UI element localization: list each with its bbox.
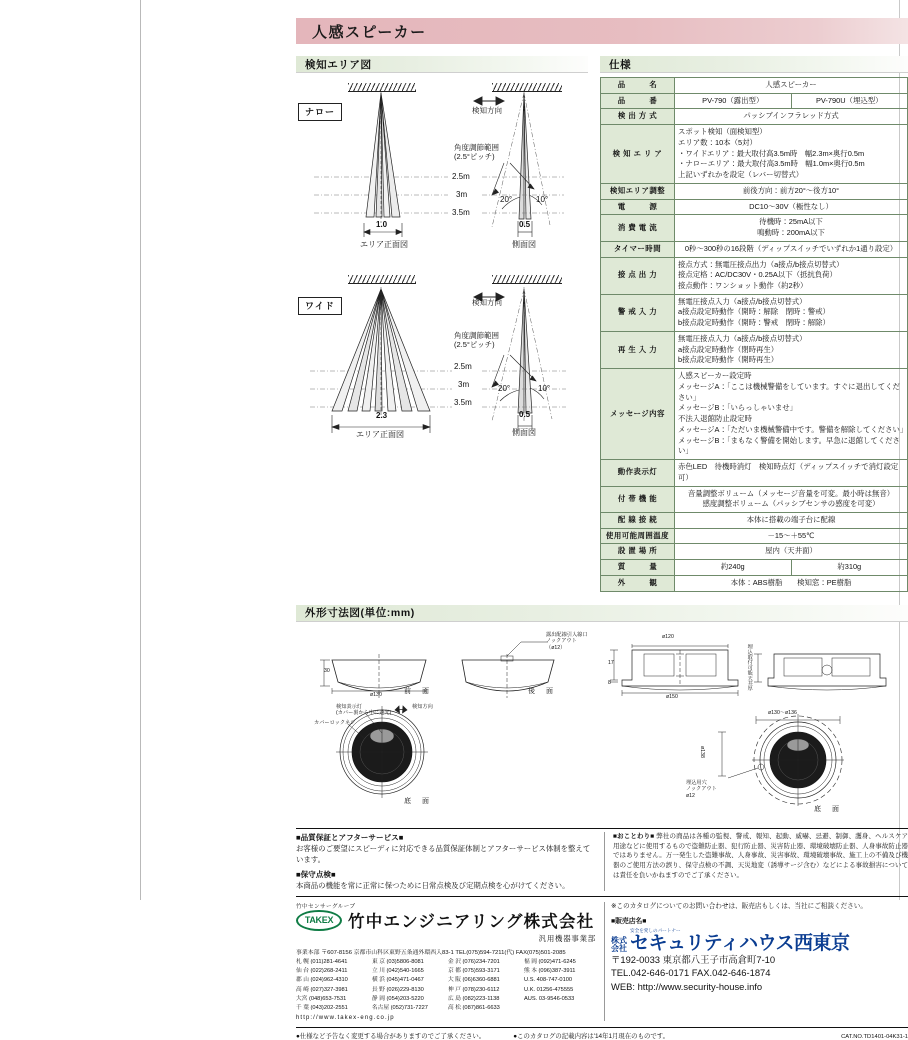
footer: [296, 828, 908, 1040]
spec-row-value-a: 約240g: [675, 560, 792, 576]
note-knockout-l1: 露出配線引入線口: [546, 631, 588, 638]
spec-row-value: [675, 257, 908, 294]
view-name-back: 後 面: [528, 687, 555, 695]
company-name: 竹中エンジニアリング株式会社: [348, 913, 595, 932]
group-name: 竹中センサーグループ: [296, 903, 356, 910]
spec-row: [601, 93, 908, 109]
spec-row-label: 再 生 入 力: [601, 331, 675, 368]
mode-tag-narrow: ナロー: [298, 103, 342, 121]
height-label-narrow-1: 3m: [456, 190, 468, 199]
spec-value-line: ・ナローエリア：最大取付高3.5m時 幅1.0m×奥行0.5m: [678, 159, 865, 169]
angle-back-narrow: 10°: [536, 195, 549, 204]
branch-phone: 札 幌 (011)281-4641: [296, 958, 348, 965]
spec-row-value: 0秒～300秒の16段階（ディップスイッチでいずれか1通り設定）: [675, 241, 908, 257]
view-name-bottom-flush: 底 面: [814, 805, 841, 813]
side-view-name-wide: 側面図: [512, 428, 536, 437]
dealer-kabu-l1: 株式: [611, 935, 627, 945]
dim-label-dia-120: ø120: [662, 633, 674, 640]
dimension-pane-surface: [296, 628, 592, 818]
section-header-dimensions: [296, 605, 908, 622]
area-diagram-narrow: [296, 77, 588, 267]
spec-value-line: a接点設定時動作（閉時再生）: [678, 344, 779, 354]
spec-row-value: DC10～30V（極性なし）: [675, 199, 908, 215]
spec-row: [601, 294, 908, 331]
dim-label-dia-150: ø150: [666, 693, 678, 700]
spec-column: [600, 56, 908, 592]
page-title-bar: [296, 18, 908, 44]
dealer-kabu-l2: 会社: [611, 943, 627, 953]
spec-value-line: 接点動作：ワンショット動作（約2秒）: [678, 281, 808, 291]
note-detect-l1: 検知表示灯: [336, 703, 362, 710]
dim-label-h-17: 17: [608, 659, 614, 666]
branch-phone: 京 都 (075)593-3171: [448, 968, 500, 975]
dealer-kabushiki: [611, 937, 627, 953]
front-view-name-narrow: エリア正面図: [360, 240, 408, 249]
note-detect-lamp: [336, 704, 391, 718]
height-label-narrow-2: 3.5m: [452, 208, 470, 217]
company-head-office: 事業本部 〒607-8156 京都市山科区東野五条通外環西入83-1 TEL(075)594-7211(代) FAX(075)501-2085: [296, 949, 566, 956]
spec-row-value: 本体：ABS樹脂 検知窓：PE樹脂: [675, 575, 908, 591]
catalog-number: CAT.NO.TD1401-04K31-1: [841, 1034, 908, 1040]
branch-phone: 横 浜 (045)471-0467: [372, 977, 424, 984]
disclaimer: [613, 832, 908, 881]
branch-phone: 熊 本 (096)387-3911: [524, 968, 576, 975]
dimension-drawings: [296, 628, 908, 818]
company-division: 汎用機器事業部: [538, 933, 596, 943]
spec-row: [601, 241, 908, 257]
spec-value-line: メッセージB：「いらっしゃいませ」: [678, 403, 798, 413]
spec-value-line: 接点方式：無電圧接点出力（a接点/b接点切替式）: [678, 259, 844, 269]
spec-row-label: 接 点 出 力: [601, 257, 675, 294]
spec-row-value: 本体に搭載の端子台に配線: [675, 512, 908, 528]
angle-note-line1-wide: 角度調節範囲: [454, 331, 499, 340]
spec-row-value: 前後方向：前方20°～後方10°: [675, 183, 908, 199]
note-embed-l3: ø12: [686, 793, 695, 800]
spec-row: [601, 125, 908, 184]
spec-row-label: 消 費 電 流: [601, 215, 675, 241]
spec-value-line: 不法入退館防止設定時: [678, 414, 752, 424]
note-embed-l2: ノックアウト: [686, 786, 717, 793]
spec-row-label: 検 出 方 式: [601, 109, 675, 125]
spec-row-label: 付 帯 機 能: [601, 486, 675, 512]
height-label-wide-2: 3.5m: [454, 398, 472, 407]
spec-row-label: 設 置 場 所: [601, 544, 675, 560]
spec-row-label: 配 線 接 続: [601, 512, 675, 528]
spec-row-label: 電 源: [601, 199, 675, 215]
spec-row-label: 品 名: [601, 78, 675, 94]
spec-value-line: メッセージB：「まもなく警備を開始します。早急に退館してください」: [678, 435, 900, 456]
spec-row-value: [675, 331, 908, 368]
note-embed-hole: [686, 780, 717, 800]
spec-row-value: 人感スピーカー: [675, 78, 908, 94]
company-dealer-row: [296, 902, 908, 1021]
spec-row-label: 質 量: [601, 560, 675, 576]
branch-phone: 大 阪 (06)6360-6881: [448, 977, 500, 984]
dealer-note: ※このカタログについてのお問い合わせは、販売店もしくは、当社にご相談ください。: [611, 902, 867, 910]
company-logo-row: [296, 910, 596, 931]
spec-value-line: 感度調整ボリューム（パッシブセンサの感度を可変）: [702, 499, 880, 509]
branch-phone: 神 戸 (078)230-6112: [448, 986, 500, 993]
angle-note-line2-narrow: (2.5°ピッチ): [454, 152, 495, 162]
spec-value-line: b接点設定時動作（開時再生）: [678, 355, 779, 365]
note-detect-l2: (カバー裏から中に透光): [336, 710, 392, 717]
spec-row-value-a: PV-790（露出型）: [675, 93, 792, 109]
spec-row: [601, 460, 908, 486]
spec-row-value: パッシブインフラレッド方式: [675, 109, 908, 125]
angle-front-narrow: 20°: [500, 195, 513, 204]
branch-phone: 広 島 (082)223-1138: [448, 995, 500, 1002]
spec-value-line: a接点設定時動作（開時：解除 閉時：警戒）: [678, 307, 830, 317]
detection-area-column: [296, 56, 588, 592]
footer-left: [296, 832, 594, 891]
page-content: [296, 18, 908, 1040]
spec-row: [601, 199, 908, 215]
dim-label-height-30: 30: [324, 667, 330, 674]
maintenance-head: ■保守点検■: [296, 869, 336, 879]
angle-back-wide: 10°: [538, 384, 551, 393]
branch-phone: 長 野 (026)229-8130: [372, 986, 424, 993]
dealer-address: 〒192-0033 東京都八王子市高倉町7-10: [611, 953, 776, 965]
spec-row-value: 赤色LED 待機時消灯 検知時点灯（ディップスイッチで消灯設定可）: [675, 460, 908, 486]
spec-row-value-b: PV-790U（埋込型）: [791, 93, 908, 109]
branch-phone: 名古屋 (052)731-7227: [372, 1005, 428, 1012]
spec-row-label: 動作表示灯: [601, 460, 675, 486]
warranty-body: お客様のご要望にスピーディに対応できる品質保証体制とアフターサービス体制を整えています。: [296, 843, 591, 864]
dealer-head: ■販売店名■: [611, 917, 647, 925]
top-columns: [296, 56, 908, 592]
spec-row-value: [675, 294, 908, 331]
front-view-name-wide: エリア正面図: [356, 430, 404, 439]
spec-row-label: タイマー時間: [601, 241, 675, 257]
angle-note-line1-narrow: 角度調節範囲: [454, 143, 499, 152]
spec-row-label: 品 番: [601, 93, 675, 109]
area-diagram-wide: [296, 271, 588, 453]
side-view-name-narrow: 側面図: [512, 240, 536, 249]
disclaimer-body: 弊社の商品は各種の監視、警戒、報知、起動、威嚇、忌避、制御、護身、ヘルスケア用途などに使用するもので盗難防止器、犯行防止器、災害防止器、環境破壊防止器、人身事故防止器ではありません。万一発生した盗難事故、人身事故、災害事故、環境破壊事故、施工上の不備及び機器のご使用方法の誤り、保守点検の不調、天災地変（誘導サージ含む）などによる事故損害については責任を負いかねますのでご了承ください。: [613, 832, 908, 880]
dealer-name: セキュリティハウス西東京: [630, 932, 850, 954]
spec-row-label: 検知エリア調整: [601, 183, 675, 199]
spec-row: [601, 215, 908, 241]
footer-columns: [296, 829, 908, 891]
spec-value-line: メッセージA：「ここは機械警備をしています。すぐに退出してください」: [678, 381, 900, 402]
spec-value-line: ・ワイドエリア：最大取付高3.5m時 幅2.3m×奥行0.5m: [678, 148, 865, 158]
spec-value-line: 音量調整ボリューム（メッセージ音量を可変。最小時は無音）: [687, 488, 895, 498]
width-label-wide: 2.3: [376, 411, 388, 420]
detect-direction-label-narrow: 検知方向: [472, 106, 502, 115]
ceiling-hatch-side-wide: [492, 275, 562, 284]
spec-row: [601, 183, 908, 199]
note-knockout: [546, 632, 588, 652]
branch-phone: 高 崎 (027)327-3981: [296, 986, 348, 993]
maintenance-body: 本商品の機能を常に正常に保つために日常点検及び定期点検を心がけてください。: [296, 880, 570, 890]
notice-spec-change: ●仕様など予告なく変更する場合がありますのでご了承ください。: [296, 1033, 486, 1040]
spec-row-value: [675, 369, 908, 460]
dealer-name-wrap: [630, 928, 850, 953]
ceiling-hatch-front-wide: [348, 275, 416, 284]
takex-logo-icon: [296, 910, 342, 931]
spec-value-line: 人感スピーカー設定時: [678, 371, 752, 381]
spec-row-value: 屋内（天井面）: [675, 544, 908, 560]
spec-value-line: 上記いずれかを設定（レバー切替式）: [678, 170, 804, 180]
angle-note-line2-wide: (2.5°ピッチ): [454, 340, 495, 350]
depth-label-wide: 0.5: [519, 410, 531, 419]
section-title-spec: 仕様: [609, 58, 632, 71]
branch-phone: 仙 台 (022)268-2411: [296, 968, 348, 975]
dim-label-dia-138: ø138: [698, 745, 705, 758]
spec-row-label: 警 戒 入 力: [601, 294, 675, 331]
branch-phone: [524, 1004, 596, 1013]
spec-row: [601, 257, 908, 294]
notice-catalog-date: ●このカタログの記載内容は'14年1月現在のものです。: [513, 1033, 670, 1040]
spec-value-line: メッセージA：「ただいま機械警備中です。警備を解除してください」: [678, 424, 908, 434]
height-label-wide-0: 2.5m: [454, 362, 472, 371]
branch-phone: 立 川 (042)540-1665: [372, 968, 424, 975]
angle-note-wide: [454, 331, 499, 350]
branch-phone: 静 岡 (054)203-5220: [372, 995, 424, 1002]
dim-label-dia-130-front: ø130: [370, 691, 382, 698]
branch-phone: 千 葉 (043)202-2551: [296, 1005, 348, 1012]
height-label-wide-1: 3m: [458, 380, 470, 389]
width-label-narrow: 1.0: [376, 220, 388, 229]
section-title-dimensions: 外形寸法図(単位:mm): [305, 607, 415, 620]
footer-divider-mid: [296, 896, 908, 897]
spec-row-label: メッセージ内容: [601, 369, 675, 460]
branch-phone: 大宮 (048)653-7531: [296, 995, 347, 1002]
branch-phone: AUS. 03-9546-0533: [524, 995, 575, 1002]
note-embed-l1: 埋込用穴: [686, 779, 707, 786]
spec-row: [601, 544, 908, 560]
wide-diagram-svg: [296, 271, 588, 461]
dim-label-h-8: 8: [608, 679, 611, 686]
spec-value-line: 待機時：25mA以下: [759, 217, 823, 227]
spec-value-line: エリア数：10本（5対）: [678, 137, 757, 147]
spec-row: [601, 369, 908, 460]
page-sheet: [140, 0, 908, 1040]
view-name-front: 前 面: [404, 687, 431, 695]
footer-right: [604, 832, 908, 891]
depth-label-narrow: 0.5: [519, 220, 531, 229]
company-block: [296, 902, 596, 1021]
spec-row-label: 使用可能周囲温度: [601, 528, 675, 544]
dealer-logo-row: [611, 928, 906, 953]
dealer-tagline: 安全を愛しのパートナー: [630, 927, 681, 933]
narrow-diagram-svg: [296, 77, 588, 267]
section-header-spec: [600, 56, 908, 73]
view-name-bottom: 底 面: [404, 797, 431, 805]
angle-front-wide: 20°: [498, 384, 511, 393]
branch-phone: U.S. 408-747-0100: [524, 977, 573, 984]
dealer-web[interactable]: WEB: http://www.security-house.info: [611, 981, 763, 993]
ceiling-hatch-front-narrow: [348, 83, 416, 92]
dimension-section: [296, 605, 908, 818]
note-panel-thickness: 埋込取付可能天井厚: [746, 643, 753, 691]
dim-label-dia-130-136: ø130～ø136: [768, 709, 797, 716]
dealer-block: [604, 902, 906, 1021]
branch-phone: U.K. 01256-475555: [524, 986, 574, 993]
takex-logo-text: TAKEX: [304, 915, 334, 926]
section-title-detection-area: 検知エリア図: [305, 58, 372, 71]
spec-row: [601, 560, 908, 576]
detect-direction-label-wide: 検知方向: [472, 298, 502, 307]
branch-phone: 金 沢 (076)234-7201: [448, 958, 500, 965]
height-label-narrow-0: 2.5m: [452, 172, 470, 181]
spec-value-line: 無電圧接点入力（a接点/b接点切替式）: [678, 333, 807, 343]
spec-row: [601, 528, 908, 544]
note-knockout-l3: （ø12）: [546, 645, 566, 652]
spec-row: [601, 486, 908, 512]
company-url[interactable]: http://www.takex-eng.co.jp: [296, 1015, 395, 1022]
dimension-pane-flush: [598, 628, 898, 818]
spec-row: [601, 78, 908, 94]
spec-value-line: b接点設定時動作（開時：警戒 閉時：解除）: [678, 318, 830, 328]
spec-row-value-b: 約310g: [791, 560, 908, 576]
spec-value-line: 無電圧接点入力（a接点/b接点切替式）: [678, 296, 807, 306]
spec-value-line: 鳴動時：200mA以下: [757, 228, 825, 238]
spec-row-value: [675, 215, 908, 241]
spec-row-value: [675, 486, 908, 512]
spec-value-line: 接点定格：AC/DC30V・0.25A以下（抵抗負荷）: [678, 270, 837, 280]
dealer-telfax: TEL.042-646-0171 FAX.042-646-1874: [611, 967, 771, 979]
spec-value-line: スポット検知（面検知型）: [678, 127, 767, 137]
spec-row: [601, 109, 908, 125]
branch-phone-grid: [296, 958, 596, 1013]
disclaimer-head: ■おことわり■: [613, 832, 655, 840]
spec-row-value: －15～＋55℃: [675, 528, 908, 544]
mode-tag-wide: ワイド: [298, 297, 342, 315]
spec-row: [601, 575, 908, 591]
spec-row-label: 検 知 エ リ ア: [601, 125, 675, 184]
note-knockout-l2: ノックアウト: [546, 638, 577, 645]
warranty-head: ■品質保証とアフターサービス■: [296, 832, 404, 842]
spec-row-label: 外 観: [601, 575, 675, 591]
footer-notices: [296, 1027, 908, 1040]
note-direction-bottom: 検知方向: [412, 703, 433, 710]
branch-phone: 福 岡 (092)471-6245: [524, 958, 576, 965]
spec-row: [601, 331, 908, 368]
ceiling-hatch-side-narrow: [492, 83, 562, 92]
branch-phone: 高 松 (087)861-6633: [448, 1005, 500, 1012]
section-header-detection-area: [296, 56, 588, 73]
page-title: 人感スピーカー: [312, 23, 427, 41]
branch-phone: 郡 山 (024)962-4310: [296, 977, 348, 984]
angle-note-narrow: [454, 143, 499, 162]
branch-phone: 東 京 (03)5806-8081: [372, 958, 424, 965]
note-cover-lock: カバーロックネジ: [314, 719, 356, 726]
spec-row-value: [675, 125, 908, 184]
spec-table: [600, 77, 908, 592]
spec-row: [601, 512, 908, 528]
